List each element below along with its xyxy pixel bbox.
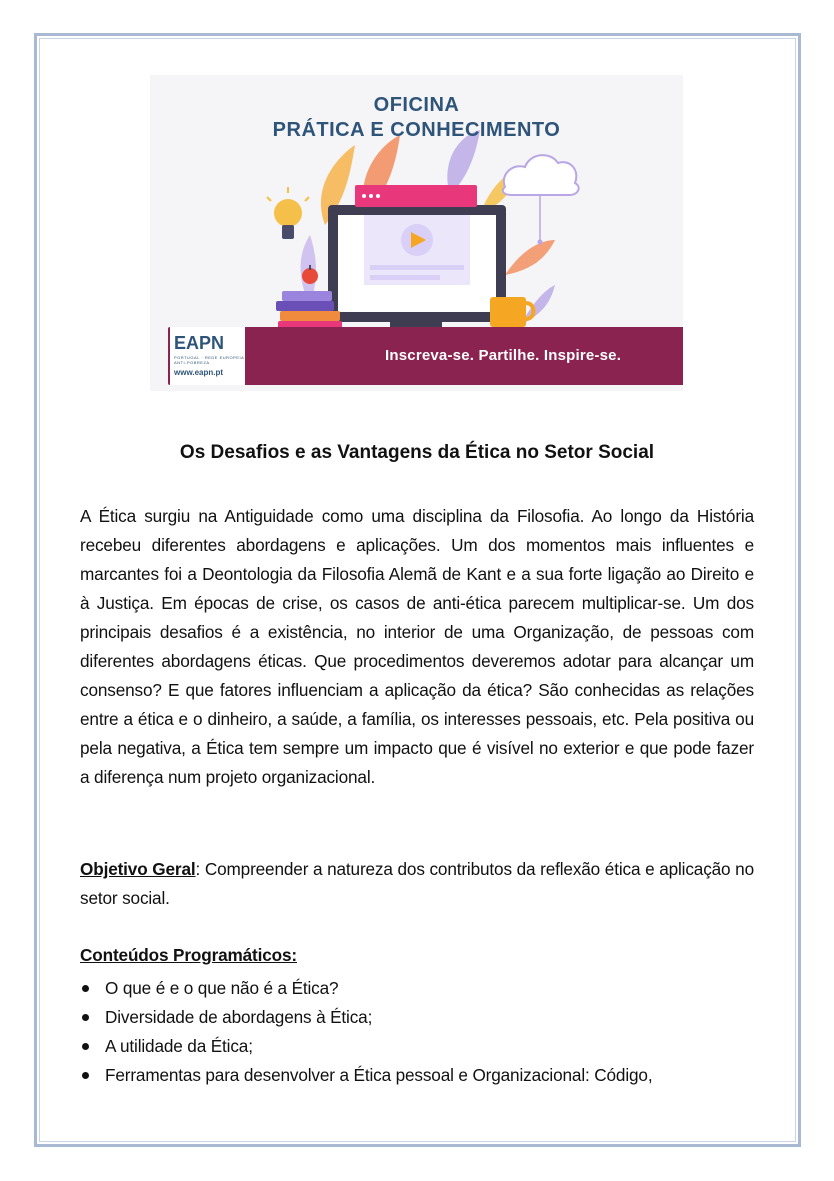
objective-label: Objetivo Geral xyxy=(80,859,196,879)
objective-paragraph xyxy=(80,855,754,913)
list-item: A utilidade da Ética; xyxy=(80,1032,754,1061)
logo-text: EAPN xyxy=(174,333,225,353)
lightbulb-icon xyxy=(267,187,309,239)
cloud-icon xyxy=(503,155,579,244)
workshop-banner xyxy=(150,75,683,391)
list-item: Ferramentas para desenvolver a Ética pessoal e Organizacional: Código, xyxy=(80,1061,754,1090)
eapn-logo xyxy=(170,327,245,385)
intro-paragraph: A Ética surgiu na Antiguidade como uma disciplina da Filosofia. Ao longo da História recebeu diferentes abordagens e aplicações. Um dos momentos mais influentes e marcantes foi a Deontologia da Filosofia Alemã de Kant e a sua forte ligação ao Direito e à Justiça. Em épocas de crise, os casos de anti-ética parecem multiplicar-se. Um dos principais desafios é a existência, no interior de uma Organização, de pessoas com diferentes abordagens éticas. Que procedimentos deveremos adotar para alcançar um consenso? E que fatores influenciam a aplicação da ética? São conhecidas as relações entre a ética e o dinheiro, a saúde, a família, os interesses pessoais, etc. Pela positiva ou pela negativa, a Ética tem sempre um impacto que é visível no exterior e que pode fazer a diferença num projeto organizacional. xyxy=(80,506,754,787)
list-item: Diversidade de abordagens à Ética; xyxy=(80,1003,754,1032)
contents-heading: Conteúdos Programáticos: xyxy=(80,945,298,965)
document-title: Os Desafios e as Vantagens da Ética no Setor Social xyxy=(179,442,655,463)
banner-title: OFICINA PRÁTICA E CONHECIMENTO xyxy=(272,94,561,141)
banner-slogan: Inscreva-se. Partilhe. Inspire-se. xyxy=(385,347,622,364)
contents-list xyxy=(80,974,754,1090)
logo-url: www.eapn.pt xyxy=(174,368,224,377)
objective-text: : Compreender a natureza dos contributos da reflexão ética e aplicação no setor social. xyxy=(80,859,754,908)
list-item: O que é e o que não é a Ética? xyxy=(80,974,754,1003)
logo-subtitle: PORTUGAL · REDE EUROPEIA ANTI-POBREZA xyxy=(174,355,245,365)
